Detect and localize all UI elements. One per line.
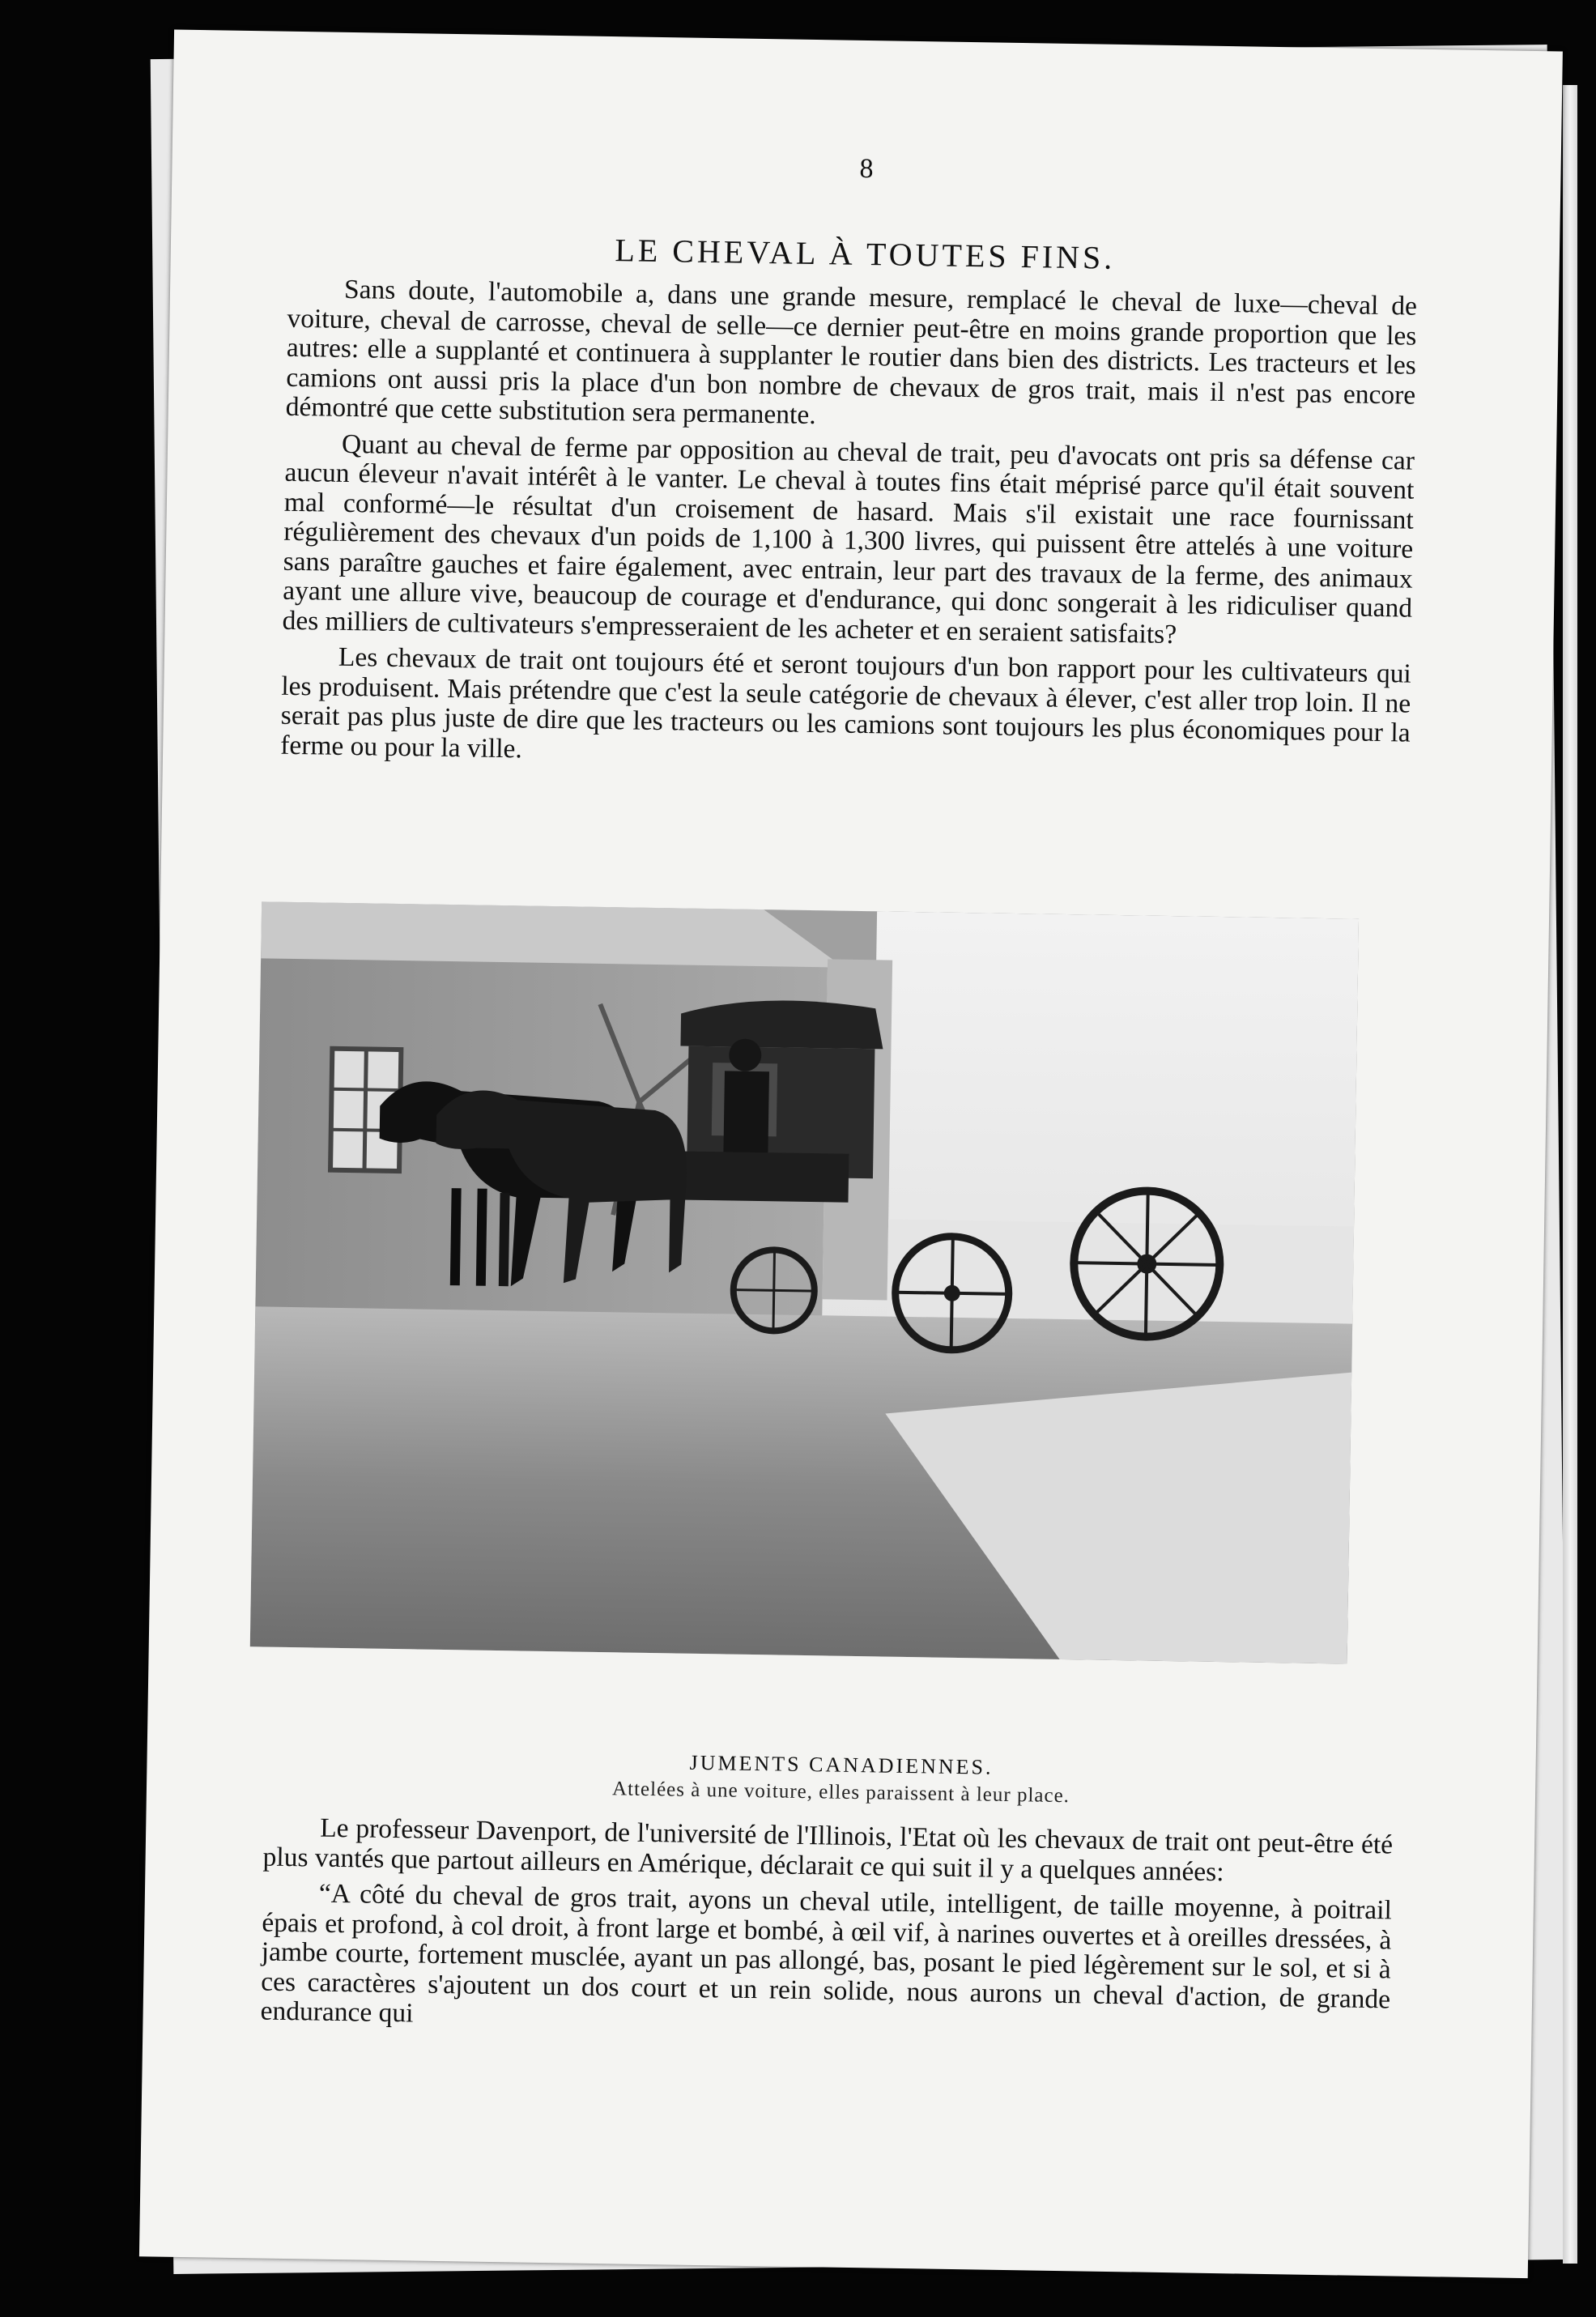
page-number: 8 bbox=[859, 153, 874, 185]
horse-carriage-photo bbox=[250, 901, 1359, 1663]
paragraph: Sans doute, l'automobile a, dans une grande mesure, remplacé le cheval de luxe—cheval de voiture, cheval de carrosse, cheval de selle—ce dernier peut-être en moins grande proportion que les autres: elle a supplanté et continuera à supplanter le routier dans bien des districts. Les tracteurs et les camions ont aussi pris la place d'un bon nombre de chevaux de gros trait, mais il n'est pas encore démontré que cette substitution sera permanente. bbox=[285, 274, 1418, 431]
paragraph: Quant au cheval de ferme par opposition au cheval de trait, peu d'avocats ont pris sa défense car aucun éleveur n'avait intérêt à le vanter. Le cheval à toutes fins était méprisé parce qu'il était souvent mal conformé—le résultat d'un croisement de hasard. Mais s'il existait une race fournissant régulièrement des chevaux d'un poids de 1,100 à 1,300 livres, qui puissent être attelés à une voiture sans paraître gauches et faire également, avec entrain, leur part des travaux de la ferme, des animaux ayant une allure vive, beaucoup de courage et d'endurance, qui donc songerait à les ridiculiser quand des milliers de cultivateurs s'empresseraient de les acheter et en seraient satisfaits? bbox=[282, 428, 1415, 650]
photo-illustration bbox=[250, 901, 1359, 1663]
article-title: LE CHEVAL À TOUTES FINS. bbox=[615, 232, 1116, 276]
article-body-top bbox=[280, 275, 1417, 785]
article-body-bottom bbox=[260, 1813, 1393, 2051]
document-page bbox=[139, 30, 1563, 2279]
paragraph: “A côté du cheval de gros trait, ayons un cheval utile, intelligent, de taille moyenne, à poitrail épais et profond, à col droit, à front large et bombé, à œil vif, à narines ouvertes et à oreilles dressées, à jambe courte, fortement musclée, ayant un pas allongé, bas, posant le pied légèrement sur le sol, et si à ces caractères s'ajoutent un dos court et un rein solide, nous aurons un cheval d'action, de grande endurance qui bbox=[260, 1878, 1393, 2029]
photo-caption-subtitle: Attelées à une voiture, elles paraissent à leur place. bbox=[611, 1778, 1070, 1808]
photo-caption-title: JUMENTS CANADIENNES. bbox=[689, 1750, 994, 1779]
paragraph: Le professeur Davenport, de l'université de l'Illinois, l'Etat où les chevaux de trait ont peut-être été plus vantés que partout ailleurs en Amérique, déclarait ce qui suit il y a quelques années: bbox=[262, 1812, 1394, 1887]
adjacent-page-edge bbox=[1563, 85, 1577, 2264]
paragraph: Les chevaux de trait ont toujours été et seront toujours d'un bon rapport pour les cultivateurs qui les produisent. Mais prétendre que c'est la seule catégorie de chevaux à élever, c'est aller trop loin. Il ne serait pas plus juste de dire que les tracteurs ou les camions sont toujours les plus économiques pour la ferme ou pour la ville. bbox=[279, 641, 1412, 764]
